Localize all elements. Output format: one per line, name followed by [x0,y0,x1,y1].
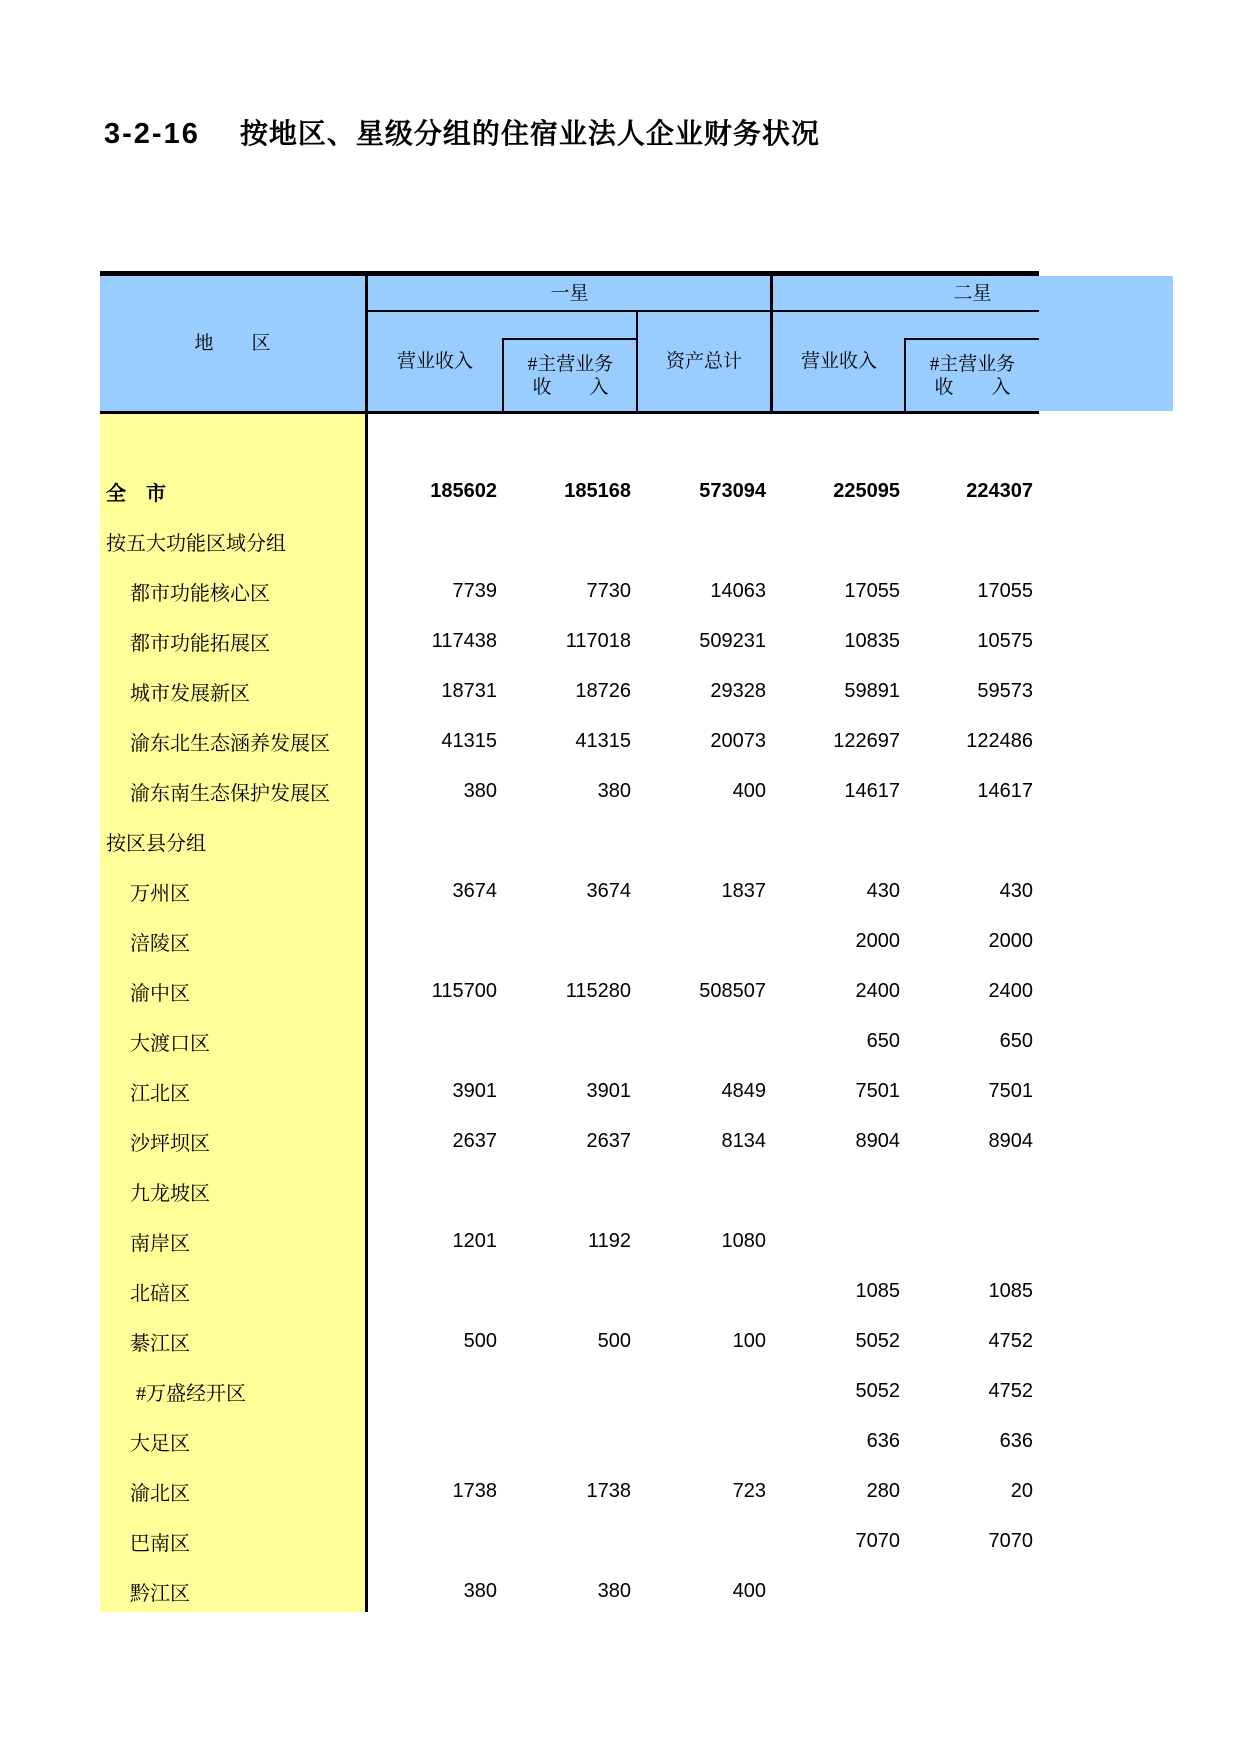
value-cell: 2400 [988,979,1033,1002]
value-cell: 1837 [721,879,766,902]
header-one-star-main-revenue [504,340,637,411]
value-cell: 122697 [833,729,900,752]
value-cell: 20 [1010,1479,1033,1502]
value-cell: 185168 [564,479,631,502]
region-label: 渝东北生态涵养发展区 [130,732,330,755]
value-cell: 8134 [721,1129,766,1152]
value-cell: 115700 [431,979,497,1002]
value-cell: 14063 [710,579,766,602]
value-cell: 225095 [833,479,900,502]
value-cell: 59573 [977,679,1033,702]
value-cell: 400 [732,1579,766,1602]
value-cell: 14617 [844,779,900,802]
value-cell: 5052 [855,1329,900,1352]
value-cell: 1192 [587,1229,631,1252]
header-main-revenue-line1: #主营业务 [527,353,614,375]
table-row [100,1216,1039,1266]
region-label: 渝东南生态保护发展区 [130,782,330,805]
value-cell: 41315 [575,729,631,752]
value-cell: 8904 [988,1129,1033,1152]
value-cell: 115280 [565,979,631,1002]
value-cell: 2400 [855,979,900,1002]
header-main-revenue-line1: #主营业务 [929,353,1016,375]
header-two-star-main-revenue [906,340,1039,411]
header-one-star-total-assets: 资产总计 [665,351,742,372]
table-rows [100,414,1039,1616]
value-cell: 400 [732,779,766,802]
table-row [100,666,1039,716]
value-cell: 2000 [855,929,900,952]
region-label: 涪陵区 [130,932,190,955]
value-cell: 100 [732,1329,766,1352]
value-cell: 14617 [977,779,1033,802]
header-main-revenue-line2: 收 入 [934,376,1011,398]
value-cell: 7730 [586,579,631,602]
header-region: 地 区 [194,333,271,354]
table-row [100,716,1039,766]
table-row [100,816,1039,866]
region-label: 巴南区 [130,1532,190,1555]
value-cell: 5052 [855,1379,900,1402]
value-cell: 508507 [699,979,766,1002]
region-label: 綦江区 [130,1332,190,1355]
value-cell: 7070 [855,1529,900,1552]
value-cell: 7739 [452,579,497,602]
value-cell: 18731 [441,679,497,702]
value-cell: 430 [999,879,1033,902]
table-row [100,1066,1039,1116]
table-row [100,966,1039,1016]
value-cell: 500 [463,1329,497,1352]
value-cell: 8904 [855,1129,900,1152]
region-label: 九龙坡区 [130,1182,210,1205]
value-cell: 380 [463,779,497,802]
value-cell: 280 [866,1479,900,1502]
region-label: 都市功能拓展区 [130,632,270,655]
region-label: 城市发展新区 [130,682,250,705]
table-row [100,1316,1039,1366]
value-cell: 2637 [586,1129,631,1152]
page-title [104,112,820,152]
region-label: 万州区 [130,882,190,905]
value-cell: 185602 [430,479,497,502]
value-cell: 1738 [586,1479,631,1502]
table-row [100,516,1039,566]
value-cell: 636 [999,1429,1033,1452]
region-label: 北碚区 [130,1282,190,1305]
value-cell: 17055 [844,579,900,602]
value-cell: 380 [463,1579,497,1602]
value-cell: 10835 [844,629,900,652]
region-label: 全 市 [106,482,166,505]
value-cell: 4752 [988,1329,1033,1352]
value-cell: 122486 [966,729,1033,752]
region-label: 按区县分组 [106,832,206,855]
value-cell: 3901 [586,1079,631,1102]
header-two-star-revenue: 营业收入 [800,351,877,372]
table-row [100,1116,1039,1166]
region-label: 黔江区 [130,1582,190,1605]
header-group-one-star: 一星 [550,282,589,304]
table-row [100,1516,1039,1566]
region-label: 江北区 [130,1082,190,1105]
value-cell: 59891 [844,679,900,702]
header-group-two-star: 二星 [953,282,992,304]
value-cell: 3674 [452,879,497,902]
value-cell: 117438 [431,629,497,652]
value-cell: 1085 [988,1279,1033,1302]
value-cell: 3901 [452,1079,497,1102]
region-label: #万盛经开区 [136,1382,246,1405]
value-cell: 224307 [966,479,1033,502]
value-cell: 18726 [575,679,631,702]
value-cell: 1085 [855,1279,900,1302]
title-text: 按地区、星级分组的住宿业法人企业财务状况 [239,119,820,150]
table-row [100,1016,1039,1066]
value-cell: 20073 [710,729,766,752]
region-label: 都市功能核心区 [130,582,270,605]
value-cell: 4849 [721,1079,766,1102]
value-cell: 7501 [988,1079,1033,1102]
value-cell: 380 [597,1579,631,1602]
value-cell: 2000 [988,929,1033,952]
region-label: 按五大功能区域分组 [106,532,286,555]
table-row [100,1166,1039,1216]
table-row [100,1566,1039,1616]
value-cell: 3674 [586,879,631,902]
value-cell: 17055 [977,579,1033,602]
value-cell: 7070 [988,1529,1033,1552]
value-cell: 430 [866,879,900,902]
table-row [100,916,1039,966]
title-table-number: 3-2-16 [104,118,200,150]
value-cell: 10575 [977,629,1033,652]
table-row [100,766,1039,816]
value-cell: 29328 [710,679,766,702]
region-label: 大渡口区 [130,1032,210,1055]
header-one-star-revenue: 营业收入 [396,351,473,372]
value-cell: 41315 [441,729,497,752]
value-cell: 380 [597,779,631,802]
table-row [100,616,1039,666]
region-label: 南岸区 [130,1232,190,1255]
value-cell: 723 [732,1479,766,1502]
value-cell: 650 [999,1029,1033,1052]
table-row [100,866,1039,916]
value-cell: 636 [866,1429,900,1452]
table-row [100,1466,1039,1516]
table-row [100,1266,1039,1316]
value-cell: 4752 [988,1379,1033,1402]
region-label: 沙坪坝区 [130,1132,210,1155]
value-cell: 1080 [721,1229,766,1252]
region-label: 渝北区 [130,1482,190,1505]
value-cell: 1201 [452,1229,497,1252]
table-row [100,1366,1039,1416]
value-cell: 650 [866,1029,900,1052]
value-cell: 7501 [855,1079,900,1102]
value-cell: 509231 [699,629,766,652]
header-main-revenue-line2: 收 入 [532,376,609,398]
value-cell: 573094 [699,479,766,502]
table-row [100,466,1039,516]
value-cell: 1738 [452,1479,497,1502]
table-row [100,1416,1039,1466]
value-cell: 500 [597,1329,631,1352]
value-cell: 117018 [565,629,631,652]
region-label: 大足区 [130,1432,190,1455]
value-cell: 2637 [452,1129,497,1152]
region-label: 渝中区 [130,982,190,1005]
table-row [100,566,1039,616]
